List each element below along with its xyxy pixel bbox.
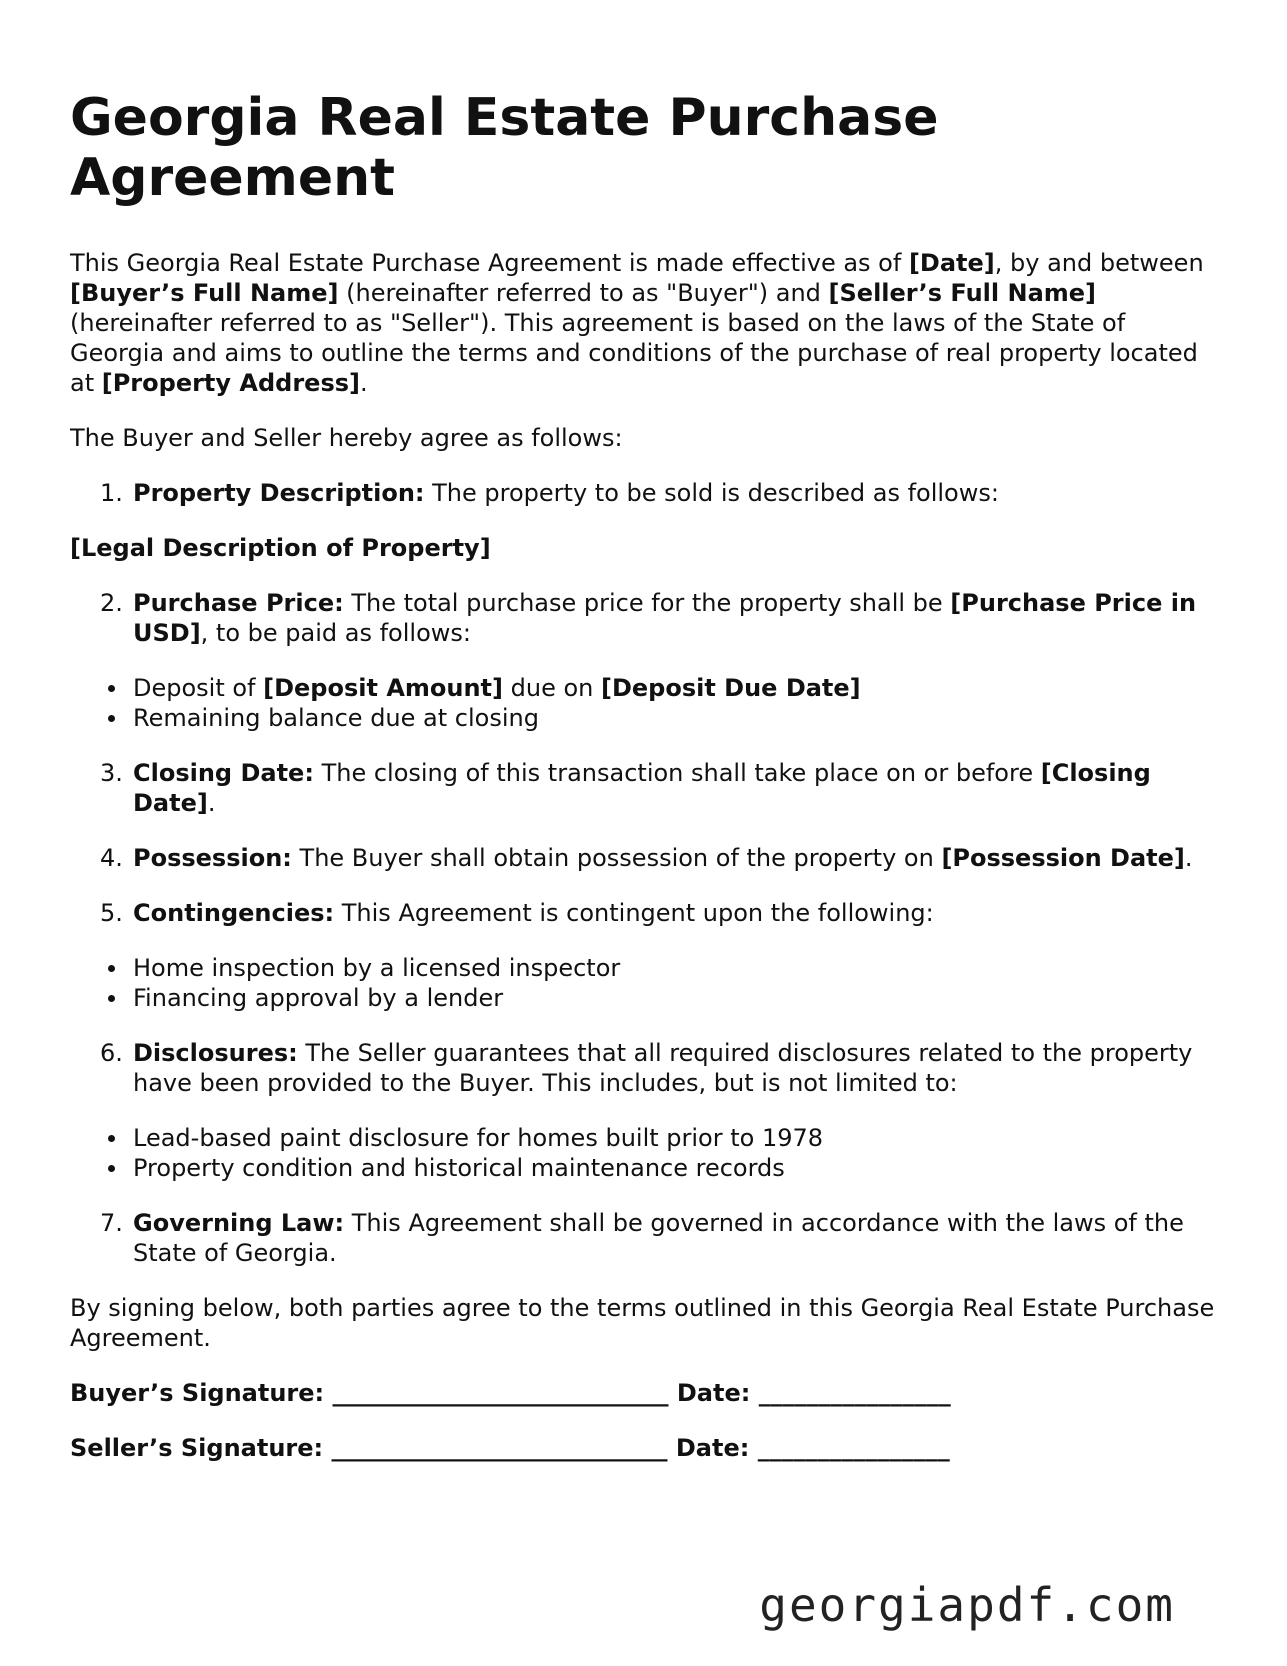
clause-text: . xyxy=(207,789,216,817)
clause-text: . xyxy=(1184,844,1193,872)
clause-text: The closing of this transaction shall take place on or before xyxy=(313,759,1041,787)
bullet-icon xyxy=(108,715,115,722)
date-blank: ________________ xyxy=(758,1379,951,1407)
list-item xyxy=(70,953,1220,983)
clause-number: 1. xyxy=(100,479,123,507)
intro-text: (hereinafter referred to as "Seller"). This agreement is based on the laws of the State of Georgia and aims to outline the terms and conditions of the purchase of real property located at xyxy=(70,309,1198,397)
list-item xyxy=(70,1123,1220,1153)
list-item-text: Lead-based paint disclosure for homes built prior to 1978 xyxy=(133,1124,824,1152)
deposit-amount-placeholder: [Deposit Amount] xyxy=(263,674,503,702)
date-blank: ________________ xyxy=(757,1434,950,1462)
list-item-text: Home inspection by a licensed inspector xyxy=(133,954,621,982)
intro-text: , by and between xyxy=(994,249,1204,277)
signature-blank: ____________________________ xyxy=(331,1434,668,1462)
agree-line: The Buyer and Seller hereby agree as follows: xyxy=(70,424,623,452)
clause-label: Governing Law: xyxy=(133,1209,345,1237)
date-label: Date: xyxy=(676,1379,751,1407)
effective-date-placeholder: [Date] xyxy=(908,249,995,277)
list-item-text: Deposit of xyxy=(133,674,264,702)
clause-contingencies xyxy=(70,898,1220,928)
seller-name-placeholder: [Seller’s Full Name] xyxy=(828,279,1097,307)
clause-text: The total purchase price for the property shall be xyxy=(343,589,951,617)
disclosure-list xyxy=(70,1123,1220,1183)
list-item-text: due on xyxy=(503,674,601,702)
bullet-icon xyxy=(108,1165,115,1172)
signature-label: Seller’s Signature: xyxy=(70,1434,324,1462)
list-item xyxy=(70,673,1220,703)
property-address-placeholder: [Property Address] xyxy=(101,369,360,397)
date-label: Date: xyxy=(675,1434,750,1462)
clause-label: Property Description: xyxy=(133,479,425,507)
clause-text: , to be paid as follows: xyxy=(200,619,471,647)
list-item-text: Financing approval by a lender xyxy=(133,984,504,1012)
purchase-price-placeholder: [Purchase Price in USD] xyxy=(133,589,1197,647)
clause-possession xyxy=(70,843,1220,873)
bullet-icon xyxy=(108,1135,115,1142)
clause-label: Contingencies: xyxy=(133,899,335,927)
intro-text: . xyxy=(359,369,368,397)
clause-governing-law xyxy=(70,1208,1220,1268)
clause-text: This Agreement is contingent upon the following: xyxy=(334,899,934,927)
document-page xyxy=(70,88,1220,1488)
clause-number: 3. xyxy=(100,759,123,787)
clause-text: This Agreement shall be governed in accordance with the laws of the State of Georgia. xyxy=(133,1209,1184,1267)
clause-text: The Buyer shall obtain possession of the property on xyxy=(291,844,942,872)
clause-closing-date xyxy=(70,758,1220,818)
bullet-icon xyxy=(108,995,115,1002)
signature-label: Buyer’s Signature: xyxy=(70,1379,325,1407)
clause-property-description xyxy=(70,478,1220,508)
clause-text: The property to be sold is described as follows: xyxy=(424,479,999,507)
clause-label: Possession: xyxy=(133,844,292,872)
clause-text: The Seller guarantees that all required disclosures related to the property have been provided to the Buyer. This includes, but is not limited to: xyxy=(133,1039,1193,1097)
clause-label: Disclosures: xyxy=(133,1039,298,1067)
clause-number: 6. xyxy=(100,1039,123,1067)
list-item xyxy=(70,983,1220,1013)
list-item-text: Property condition and historical maintenance records xyxy=(133,1154,785,1182)
intro-text: This Georgia Real Estate Purchase Agreement is made effective as of xyxy=(70,249,909,277)
clause-label: Closing Date: xyxy=(133,759,314,787)
clause-disclosures xyxy=(70,1038,1220,1098)
intro-paragraph xyxy=(70,248,1220,398)
closing-paragraph: By signing below, both parties agree to the terms outlined in this Georgia Real Estate Purchase Agreement. xyxy=(70,1294,1215,1352)
clause-purchase-price xyxy=(70,588,1220,648)
possession-date-placeholder: [Possession Date] xyxy=(941,844,1185,872)
document-title: Georgia Real Estate Purchase Agreement xyxy=(70,88,939,208)
legal-description-placeholder: [Legal Description of Property] xyxy=(70,534,491,562)
clause-number: 4. xyxy=(100,844,123,872)
contingency-list xyxy=(70,953,1220,1013)
list-item xyxy=(70,703,1220,733)
list-item-text: Remaining balance due at closing xyxy=(133,704,539,732)
watermark: georgiapdf.com xyxy=(759,1578,1175,1632)
bullet-icon xyxy=(108,685,115,692)
clause-number: 7. xyxy=(100,1209,123,1237)
closing-date-placeholder: [Closing Date] xyxy=(133,759,1151,817)
list-item xyxy=(70,1153,1220,1183)
buyer-signature-line xyxy=(70,1378,1220,1408)
buyer-name-placeholder: [Buyer’s Full Name] xyxy=(70,279,339,307)
signature-blank: ____________________________ xyxy=(332,1379,669,1407)
clause-label: Purchase Price: xyxy=(133,589,344,617)
deposit-date-placeholder: [Deposit Due Date] xyxy=(601,674,861,702)
clause-number: 2. xyxy=(100,589,123,617)
intro-text: (hereinafter referred to as "Buyer") and xyxy=(338,279,829,307)
bullet-icon xyxy=(108,965,115,972)
seller-signature-line xyxy=(70,1433,1220,1463)
clause-number: 5. xyxy=(100,899,123,927)
payment-list xyxy=(70,673,1220,733)
